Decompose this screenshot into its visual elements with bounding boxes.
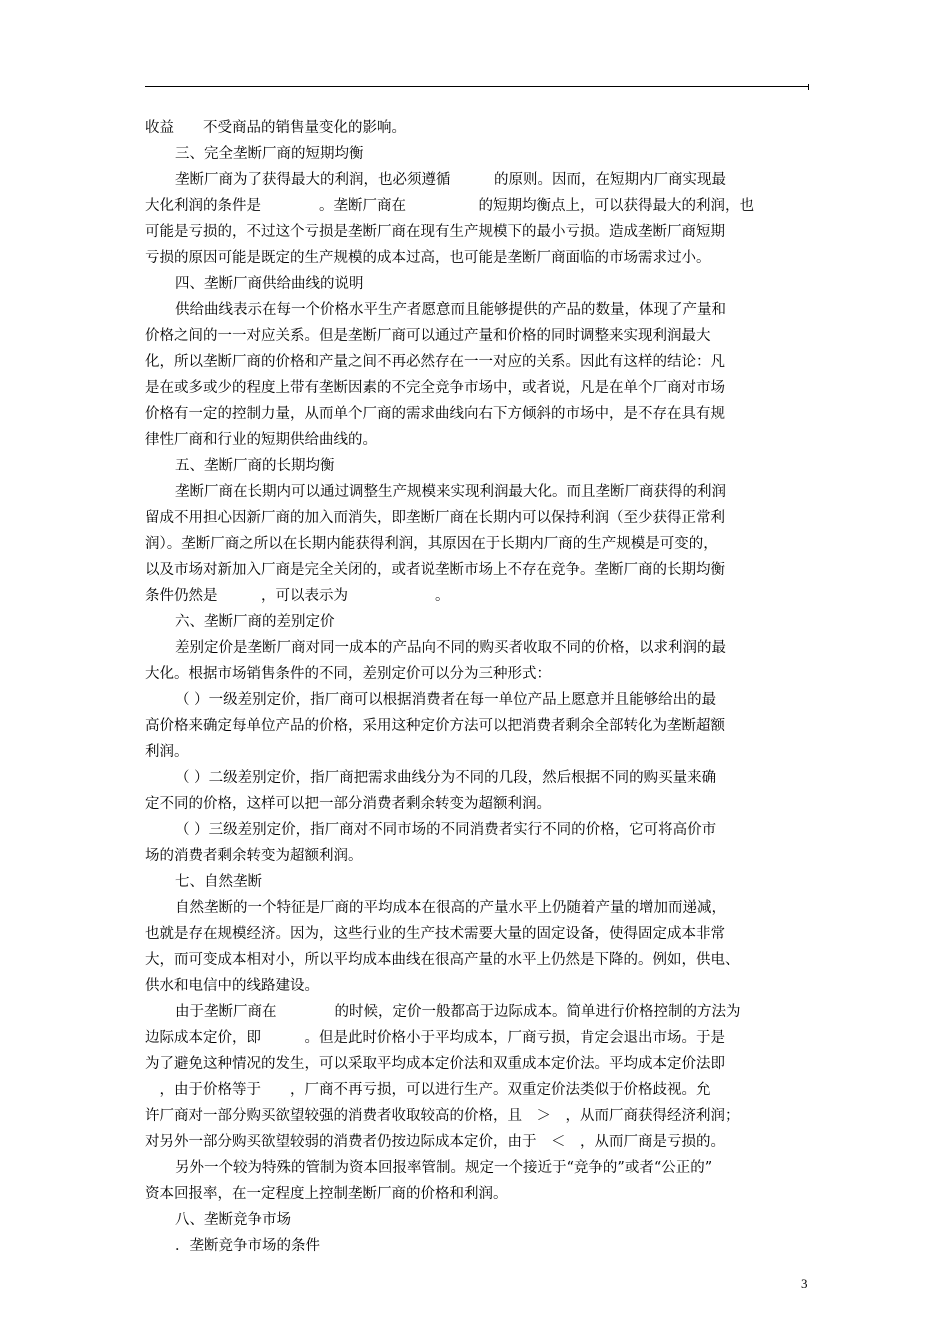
text-line: 是在或多或少的程度上带有垄断因素的不完全竞争市场中，或者说，凡是在单个厂商对市场 xyxy=(145,380,725,396)
text-line: ，由于价格等于 ，厂商不再亏损，可以进行生产。双重定价法类似于价格歧视。允 xyxy=(145,1082,711,1098)
page-number: 3 xyxy=(801,1276,808,1291)
section-heading: 四、垄断厂商供给曲线的说明 xyxy=(175,276,364,292)
text-line: 可能是亏损的，不过这个亏损是垄断厂商在现有生产规模下的最小亏损。造成垄断厂商短期 xyxy=(145,224,725,240)
text-line: 利润。 xyxy=(145,744,189,760)
text-line: （ ）一级差别定价，指厂商可以根据消费者在每一单位产品上愿意并且能够给出的最 xyxy=(175,692,717,708)
text-line: 供给曲线表示在每一个价格水平生产者愿意而且能够提供的产品的数量，体现了产量和 xyxy=(175,302,726,318)
text-line: 价格之间的一一对应关系。但是垄断厂商可以通过产量和价格的同时调整来实现利润最大 xyxy=(145,328,711,344)
text-line: 留成不用担心因新厂商的加入而消失，即垄断厂商在长期内可以保持利润（至少获得正常利 xyxy=(145,510,725,526)
text-line: 律性厂商和行业的短期供给曲线的。 xyxy=(145,432,377,448)
text-line: （ ）二级差别定价，指厂商把需求曲线分为不同的几段，然后根据不同的购买量来确 xyxy=(175,770,717,786)
text-line: 化，所以垄断厂商的价格和产量之间不再必然存在一一对应的关系。因此有这样的结论：凡 xyxy=(145,354,725,370)
text-line: 许厂商对一部分购买欲望较强的消费者收取较高的价格，且 ＞ ，从而厂商获得经济利润； xyxy=(145,1108,740,1124)
text-line: 差别定价是垄断厂商对同一成本的产品向不同的购买者收取不同的价格，以求利润的最 xyxy=(175,640,726,656)
text-line: 润）。垄断厂商之所以在长期内能获得利润，其原因在于长期内厂商的生产规模是可变的， xyxy=(145,536,718,552)
text-line: 高价格来确定每单位产品的价格，采用这种定价方法可以把消费者剩余全部转化为垄断超额 xyxy=(145,718,725,734)
text-line: 自然垄断的一个特征是厂商的平均成本在很高的产量水平上仍随着产量的增加而递减， xyxy=(175,900,726,916)
text-line: 价格有一定的控制力量，从而单个厂商的需求曲线向右下方倾斜的市场中，是不存在具有规 xyxy=(145,406,725,422)
text-line: 亏损的原因可能是既定的生产规模的成本过高，也可能是垄断厂商面临的市场需求过小。 xyxy=(145,250,711,266)
text-line: 条件仍然是 ，可以表示为 。 xyxy=(145,588,450,604)
header-rule-tick xyxy=(808,84,809,90)
section-heading: 六、垄断厂商的差别定价 xyxy=(175,614,335,630)
text-line: 供水和电信中的线路建设。 xyxy=(145,978,319,994)
text-line: 另外一个较为特殊的管制为资本回报率管制。规定一个接近于“竞争的”或者“公正的” xyxy=(175,1160,713,1176)
subsection-heading: ．垄断竞争市场的条件 xyxy=(175,1238,320,1254)
text-line: 垄断厂商在长期内可以通过调整生产规模来实现利润最大化。而且垄断厂商获得的利润 xyxy=(175,484,726,500)
text-line: 也就是存在规模经济。因为，这些行业的生产技术需要大量的固定设备，使得固定成本非常 xyxy=(145,926,725,942)
text-line: 资本回报率，在一定程度上控制垄断厂商的价格和利润。 xyxy=(145,1186,508,1202)
text-line: 由于垄断厂商在 的时候，定价一般都高于边际成本。简单进行价格控制的方法为 xyxy=(175,1004,741,1020)
text-line: 对另外一部分购买欲望较弱的消费者仍按边际成本定价，由于 ＜ ，从而厂商是亏损的。 xyxy=(145,1134,725,1150)
text-line: 以及市场对新加入厂商是完全关闭的，或者说垄断市场上不存在竞争。垄断厂商的长期均衡 xyxy=(145,562,725,578)
text-line: （ ）三级差别定价，指厂商对不同市场的不同消费者实行不同的价格，它可将高价市 xyxy=(175,822,717,838)
text-line: 大化利润的条件是 。垄断厂商在 的短期均衡点上，可以获得最大的利润，也 xyxy=(145,198,754,214)
text-line: 场的消费者剩余转变为超额利润。 xyxy=(145,848,363,864)
text-line: 定不同的价格，这样可以把一部分消费者剩余转变为超额利润。 xyxy=(145,796,551,812)
section-heading: 三、完全垄断厂商的短期均衡 xyxy=(175,146,364,162)
header-rule xyxy=(145,86,808,87)
section-heading: 七、自然垄断 xyxy=(175,874,262,890)
section-heading: 五、垄断厂商的长期均衡 xyxy=(175,458,335,474)
text-line: 大，而可变成本相对小，所以平均成本曲线在很高产量的水平上仍然是下降的。例如，供电、 xyxy=(145,952,740,968)
text-line: 边际成本定价，即 。但是此时价格小于平均成本，厂商亏损，肯定会退出市场。于是 xyxy=(145,1030,725,1046)
text-line: 为了避免这种情况的发生，可以采取平均成本定价法和双重成本定价法。平均成本定价法即 xyxy=(145,1056,725,1072)
text-line: 收益 不受商品的销售量变化的影响。 xyxy=(145,120,406,136)
text-line: 大化。根据市场销售条件的不同，差别定价可以分为三种形式： xyxy=(145,666,551,682)
section-heading: 八、垄断竞争市场 xyxy=(175,1212,291,1228)
text-line: 垄断厂商为了获得最大的利润，也必须遵循 的原则。因而，在短期内厂商实现最 xyxy=(175,172,726,188)
